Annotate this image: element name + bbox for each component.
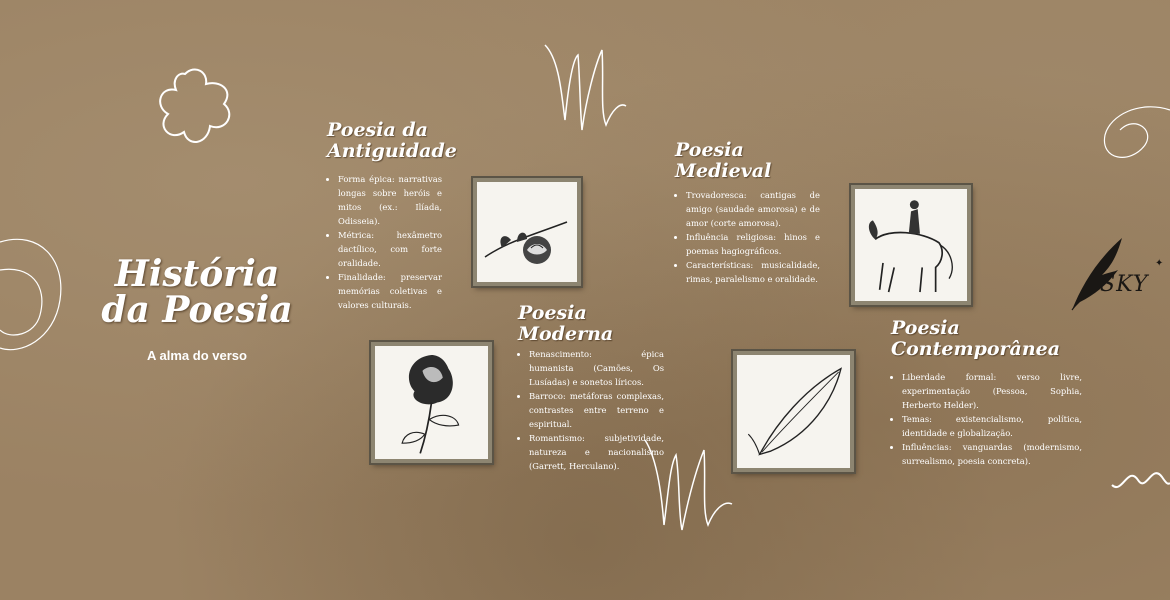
rose-branch-icon xyxy=(477,182,577,282)
section-list xyxy=(327,172,442,312)
list-item: • Forma épica: narrativas longas sobre heróis e mitos (ex.: Ilíada, Odisseia). xyxy=(338,172,442,228)
rose-icon xyxy=(375,346,488,459)
section-list xyxy=(675,188,820,286)
page-title: História da Poesia xyxy=(101,253,293,331)
list-item: • Métrica: hexâmetro dactílico, com forte oralidade. xyxy=(338,228,442,270)
rose-frame xyxy=(371,342,492,463)
knight-on-horse-icon xyxy=(855,189,967,301)
section-list xyxy=(891,370,1082,468)
list-item: • Influência religiosa: hinos e poemas hagiográficos. xyxy=(686,230,820,258)
sky-logo xyxy=(1062,230,1162,315)
curl-doodle-left xyxy=(0,230,70,360)
section-medieval xyxy=(675,140,820,286)
list-item: • Barroco: metáforas complexas, contrastes entre terreno e espiritual. xyxy=(529,389,664,431)
section-title: Poesia Medieval xyxy=(675,139,772,182)
list-item: • Finalidade: preservar memórias coletivas e valores culturais. xyxy=(338,270,442,312)
list-item: • Temas: existencialismo, política, identidade e globalização. xyxy=(902,412,1082,440)
list-item: • Trovadoresca: cantigas de amigo (saudade amorosa) e de amor (corte amorosa). xyxy=(686,188,820,230)
scribble-doodle-top xyxy=(540,40,630,140)
curl-doodle-right xyxy=(1090,100,1170,170)
section-list xyxy=(518,347,664,473)
list-item: • Características: musicalidade, rimas, paralelismo e oralidade. xyxy=(686,258,820,286)
logo-text: SKY xyxy=(1100,272,1149,297)
section-title: Poesia da Antiguidade xyxy=(327,119,457,162)
wave-doodle xyxy=(1110,455,1170,505)
rose-branch-frame xyxy=(473,178,581,286)
svg-text:✦: ✦ xyxy=(1155,258,1164,269)
section-contemporanea xyxy=(891,318,1082,468)
section-title: Poesia Contemporânea xyxy=(891,317,1061,360)
feather-frame xyxy=(733,351,854,472)
section-title: Poesia Moderna xyxy=(518,302,614,345)
section-antiguidade xyxy=(327,119,457,312)
list-item: • Liberdade formal: verso livre, experimentação (Pessoa, Sophia, Herberto Helder). xyxy=(902,370,1082,412)
list-item: • Influências: vanguardas (modernismo, surrealismo, poesia concreta). xyxy=(902,440,1082,468)
list-item: • Renascimento: épica humanista (Camões, Os Lusíadas) e sonetos líricos. xyxy=(529,347,664,389)
section-moderna xyxy=(518,303,664,473)
feather-quill-icon xyxy=(737,355,850,468)
knight-frame xyxy=(851,185,971,305)
list-item: • Romantismo: subjetividade, natureza e nacionalismo (Garrett, Herculano). xyxy=(529,431,664,473)
flower-doodle xyxy=(150,62,240,152)
page-subtitle: A alma do verso xyxy=(147,348,247,363)
